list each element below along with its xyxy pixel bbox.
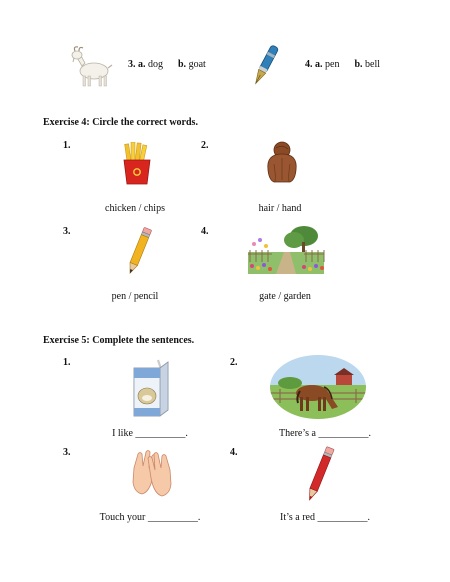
pencil-icon: [122, 225, 156, 277]
option-b-word: bell: [365, 59, 381, 70]
exercise-4-heading: Exercise 4: Circle the correct words.: [43, 117, 198, 128]
ex5-item-1-caption: I like __________.: [112, 428, 188, 439]
ex4-item-2-number: 2.: [201, 140, 209, 151]
ex4-item-1-number: 1.: [63, 140, 71, 151]
top-item-3: [128, 59, 206, 70]
hands-icon: [128, 448, 176, 500]
ex4-item-1-caption: chicken / chips: [105, 203, 165, 214]
ex4-item-3-number: 3.: [63, 226, 71, 237]
ex4-item-4-caption: gate / garden: [259, 291, 311, 302]
ex4-item-4-number: 4.: [201, 226, 209, 237]
ex5-item-3-number: 3.: [63, 447, 71, 458]
option-b-label: b.: [178, 59, 187, 70]
goat-icon: [68, 44, 116, 90]
ex4-item-3-caption: pen / pencil: [111, 291, 159, 302]
option-b-word: goat: [188, 59, 206, 70]
garden-icon: [246, 222, 326, 276]
option-a-word: dog: [148, 59, 163, 70]
red-pencil-icon: [303, 444, 337, 504]
ex4-item-2-caption: hair / hand: [258, 203, 302, 214]
ex5-item-2-caption: There’s a __________.: [279, 428, 371, 439]
option-a-label: a.: [315, 59, 323, 70]
fountain-pen-icon: [250, 42, 280, 90]
ex5-item-3-caption: Touch your __________.: [99, 512, 201, 523]
option-a-word: pen: [325, 59, 340, 70]
option-b-label: b.: [354, 59, 363, 70]
ex5-item-1-number: 1.: [63, 357, 71, 368]
hair-bun-icon: [262, 140, 302, 186]
horse-icon: [270, 355, 366, 419]
ex5-item-4-number: 4.: [230, 447, 238, 458]
option-a-label: a.: [138, 59, 146, 70]
exercise-5-heading: Exercise 5: Complete the sentences.: [43, 335, 195, 346]
ex5-item-2-number: 2.: [230, 357, 238, 368]
item-number: 4.: [305, 59, 313, 70]
french-fries-icon: [118, 142, 156, 186]
top-item-4: [305, 59, 380, 70]
item-number: 3.: [128, 59, 136, 70]
ex5-item-4-caption: It’s a red __________.: [280, 512, 370, 523]
milk-carton-icon: [128, 358, 176, 418]
